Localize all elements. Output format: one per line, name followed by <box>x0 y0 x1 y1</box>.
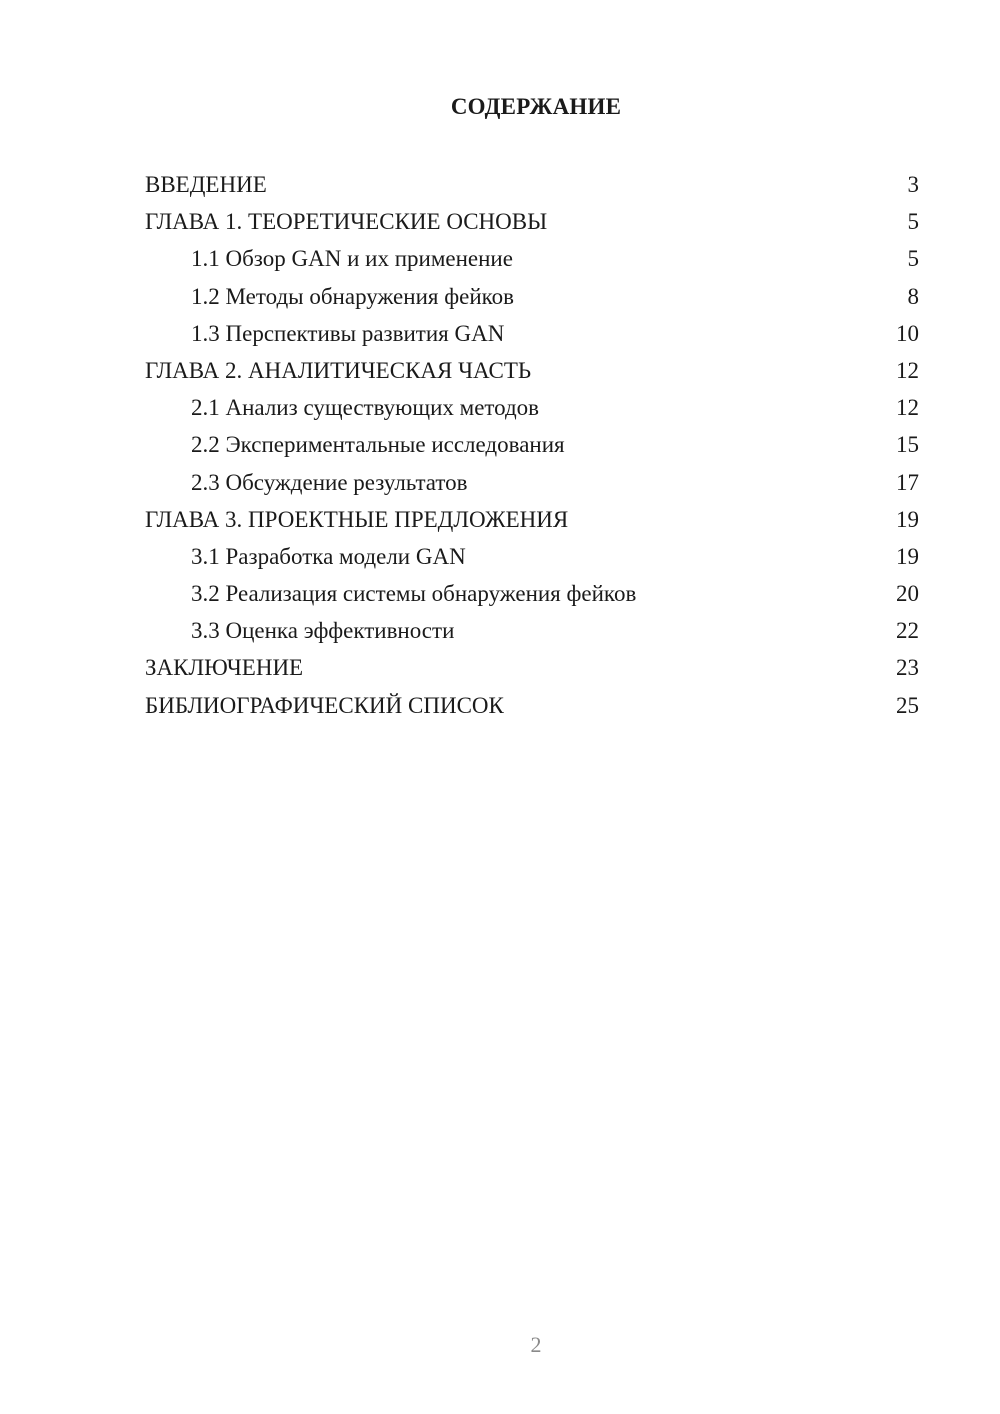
toc-entry-label: 2.3 Обсуждение результатов <box>191 469 468 495</box>
toc-entry-page: 25 <box>896 692 919 718</box>
toc-entry-page: 8 <box>907 283 919 309</box>
toc-section-entry[interactable] <box>145 575 919 612</box>
toc-section-entry[interactable] <box>145 464 919 501</box>
toc-section-entry[interactable] <box>145 426 919 463</box>
toc-entry-page: 10 <box>896 320 919 346</box>
toc-section-entry[interactable] <box>145 278 919 315</box>
toc-section-entry[interactable] <box>145 538 919 575</box>
toc-section-entry[interactable] <box>145 315 919 352</box>
toc-entry-page: 3 <box>907 172 919 197</box>
toc-entry-label: 2.2 Экспериментальные исследования <box>191 432 565 458</box>
toc-entry-label: 1.3 Перспективы развития GAN <box>191 320 505 346</box>
toc-entry-label: ГЛАВА 3. ПРОЕКТНЫЕ ПРЕДЛОЖЕНИЯ <box>145 506 569 532</box>
toc-entry-label: ВВЕДЕНИЕ <box>145 172 267 197</box>
toc-chapter-entry[interactable] <box>145 166 919 203</box>
toc-section-entry[interactable] <box>145 240 919 277</box>
toc-entry-page: 22 <box>896 618 919 644</box>
toc-entry-page: 12 <box>896 395 919 421</box>
toc-chapter-entry[interactable] <box>145 203 919 240</box>
toc-entry-page: 20 <box>896 581 919 607</box>
toc-entry-label: 3.2 Реализация системы обнаружения фейков <box>191 581 637 607</box>
toc-entry-label: 1.1 Обзор GAN и их применение <box>191 246 513 272</box>
toc-entry-label: 3.1 Разработка модели GAN <box>191 543 466 569</box>
toc-chapter-entry[interactable] <box>145 649 919 686</box>
toc-entry-page: 19 <box>896 543 919 569</box>
toc-chapter-entry[interactable] <box>145 352 919 389</box>
page-title: СОДЕРЖАНИЕ <box>450 94 622 119</box>
page-number: 2 <box>530 1332 542 1357</box>
toc-entry-label: ЗАКЛЮЧЕНИЕ <box>145 655 304 681</box>
toc-entry-page: 5 <box>907 246 919 272</box>
toc-entry-label: 2.1 Анализ существующих методов <box>191 395 540 421</box>
toc-entry-page: 19 <box>896 506 919 532</box>
toc-entry-page: 15 <box>896 432 919 458</box>
toc-entry-label: 3.3 Оценка эффективности <box>191 618 455 644</box>
toc-entry-label: ГЛАВА 1. ТЕОРЕТИЧЕСКИЕ ОСНОВЫ <box>145 209 548 235</box>
toc-section-entry[interactable] <box>145 389 919 426</box>
toc-entry-page: 17 <box>896 469 919 495</box>
toc-entry-label: ГЛАВА 2. АНАЛИТИЧЕСКАЯ ЧАСТЬ <box>145 357 532 383</box>
toc-section-entry[interactable] <box>145 612 919 649</box>
toc-entry-page: 12 <box>896 357 919 383</box>
toc-entry-page: 5 <box>907 209 919 235</box>
toc-chapter-entry[interactable] <box>145 501 919 538</box>
table-of-contents <box>145 166 919 724</box>
toc-entry-page: 23 <box>896 655 919 681</box>
toc-entry-label: 1.2 Методы обнаружения фейков <box>191 283 514 309</box>
toc-entry-label: БИБЛИОГРАФИЧЕСКИЙ СПИСОК <box>145 692 504 718</box>
toc-chapter-entry[interactable] <box>145 687 919 724</box>
